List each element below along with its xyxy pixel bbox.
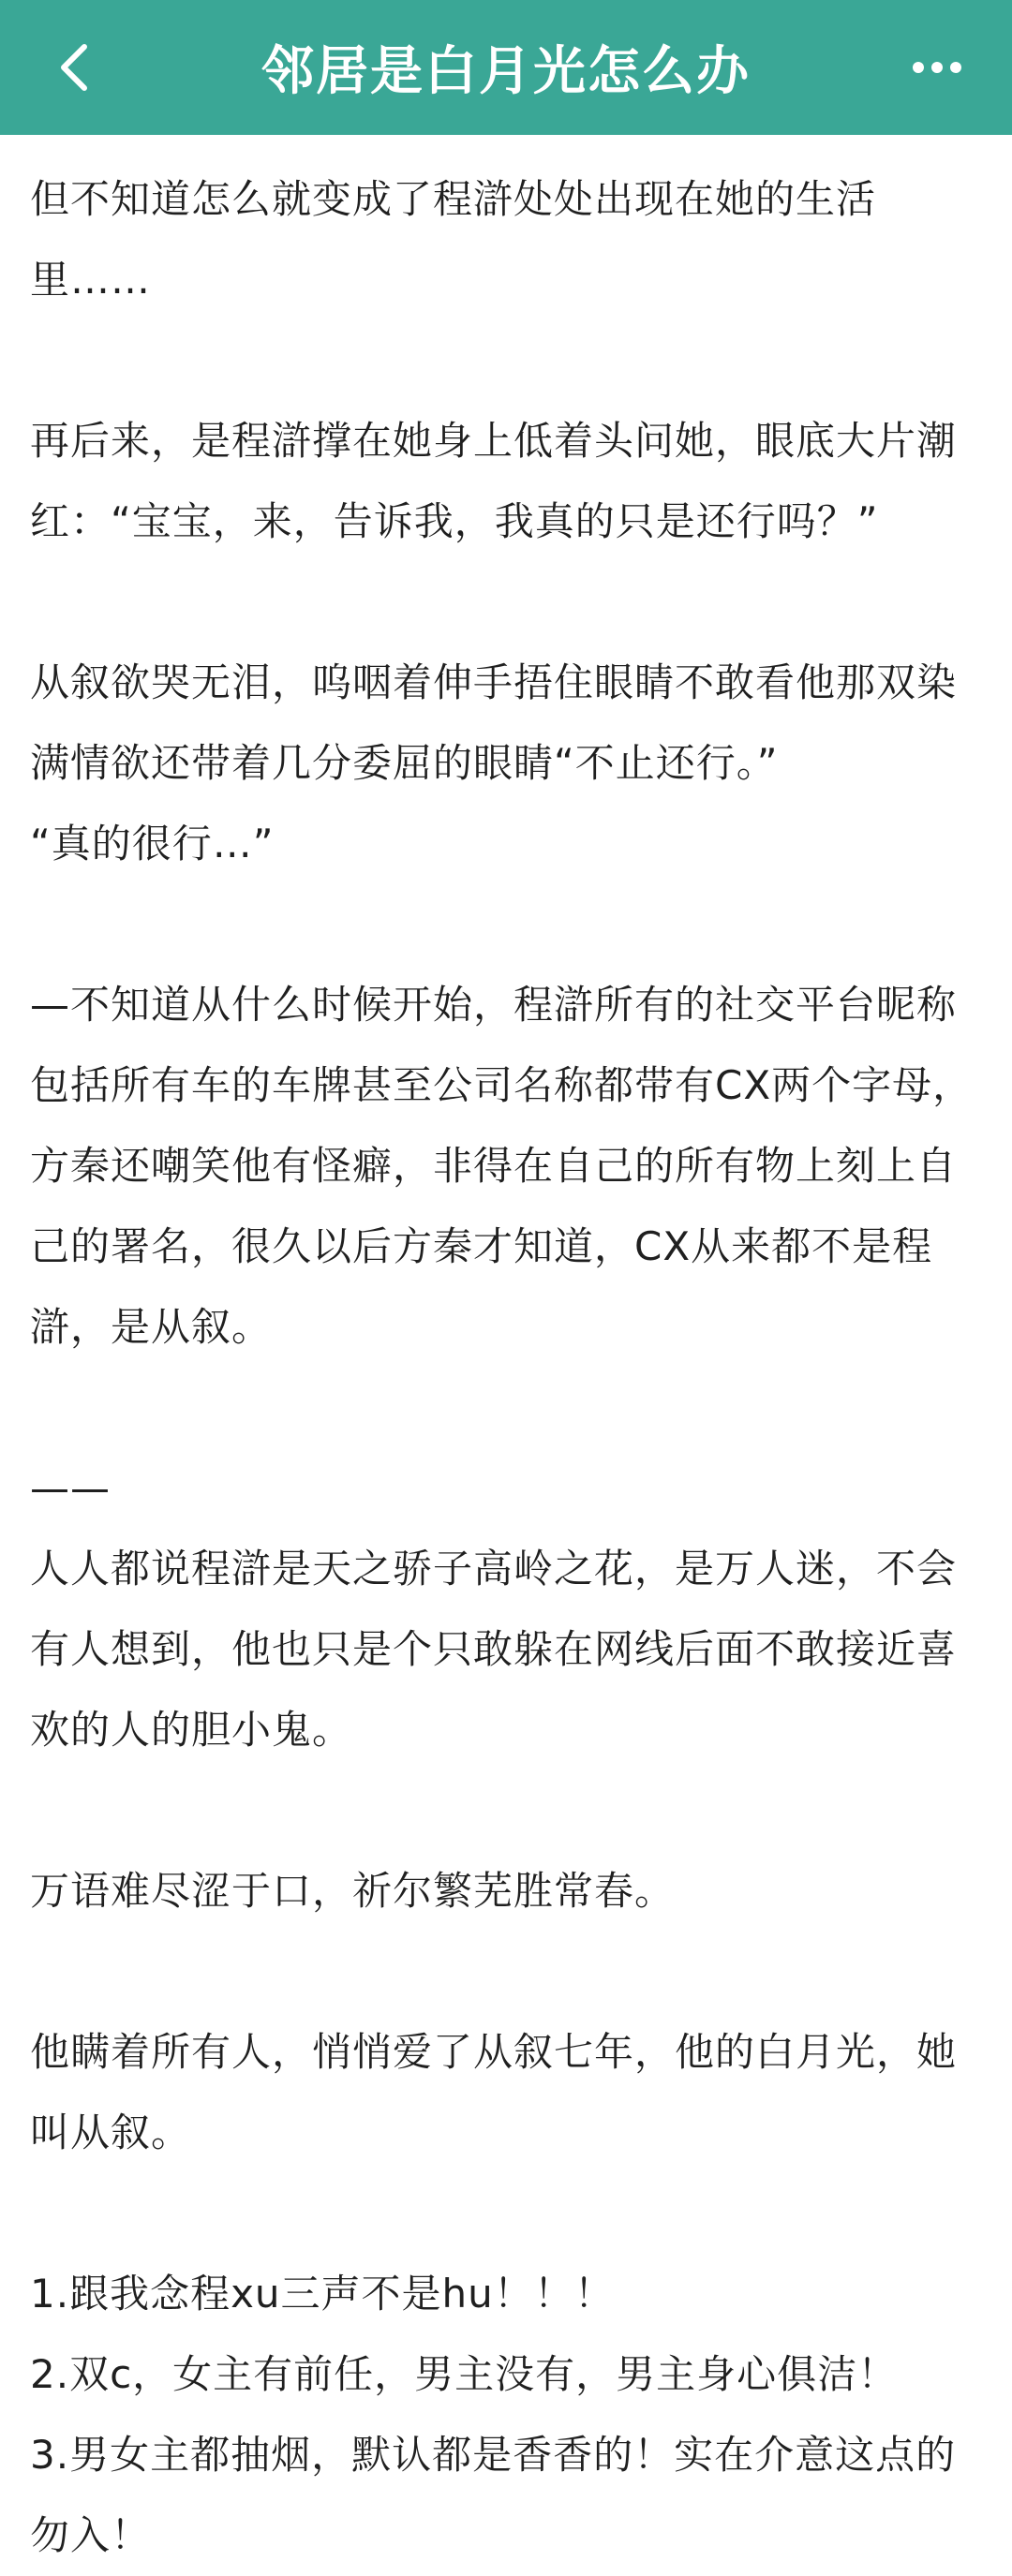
paragraph: 但不知道怎么就变成了程滸处处出现在她的生活里…… (30, 176, 877, 303)
paragraph-gap (30, 1932, 986, 2012)
back-button[interactable] (37, 30, 112, 105)
paragraph-gap (30, 320, 986, 401)
paragraph: 1.跟我念程xu三声不是hu！！！ 2.双c，女主有前任，男主没有，男主身心俱洁！ 3.男女主都抽烟，默认都是香香的！实在介意这点的勿入！ (30, 2271, 957, 2558)
more-dots-icon (911, 60, 963, 75)
paragraph-gap (30, 1770, 986, 1851)
paragraph-gap (30, 1368, 986, 1448)
paragraph-gap (30, 562, 986, 643)
chevron-left-icon (54, 41, 96, 94)
paragraph-gap (30, 884, 986, 965)
paragraph: 他瞒着所有人，悄悄爱了从叙七年，他的白月光，她叫从叙。 (30, 2029, 958, 2155)
paragraph: 再后来，是程滸撑在她身上低着头问她，眼底大片潮红：“宝宝，来，告诉我，我真的只是还行吗？” (30, 418, 958, 544)
paragraph-gap (30, 2173, 986, 2254)
paragraph: 万语难尽涩于口，祈尔繁芜胜常春。 (30, 1868, 676, 1914)
page-title: 邻居是白月光怎么办 (261, 41, 751, 102)
article-body (30, 159, 986, 2576)
paragraph: —不知道从什么时候开始，程滸所有的社交平台昵称包括所有车的车牌甚至公司名称都带有CX两个字母，方秦还嘲笑他有怪癖，非得在自己的所有物上刻上自己的署名，很久以后方秦才知道，CX从来都不是程滸，是从叙。 (30, 982, 974, 1350)
more-button[interactable] (900, 30, 975, 105)
paragraph: 从叙欲哭无泪，呜咽着伸手捂住眼睛不敢看他那双染满情欲还带着几分委屈的眼睛“不止还行。” “真的很行…” (30, 659, 958, 866)
top-app-bar (0, 0, 1012, 135)
paragraph: —— 人人都说程滸是天之骄子高岭之花，是万人迷，不会有人想到，他也只是个只敢躲在网线后面不敢接近喜欢的人的胆小鬼。 (30, 1465, 958, 1753)
